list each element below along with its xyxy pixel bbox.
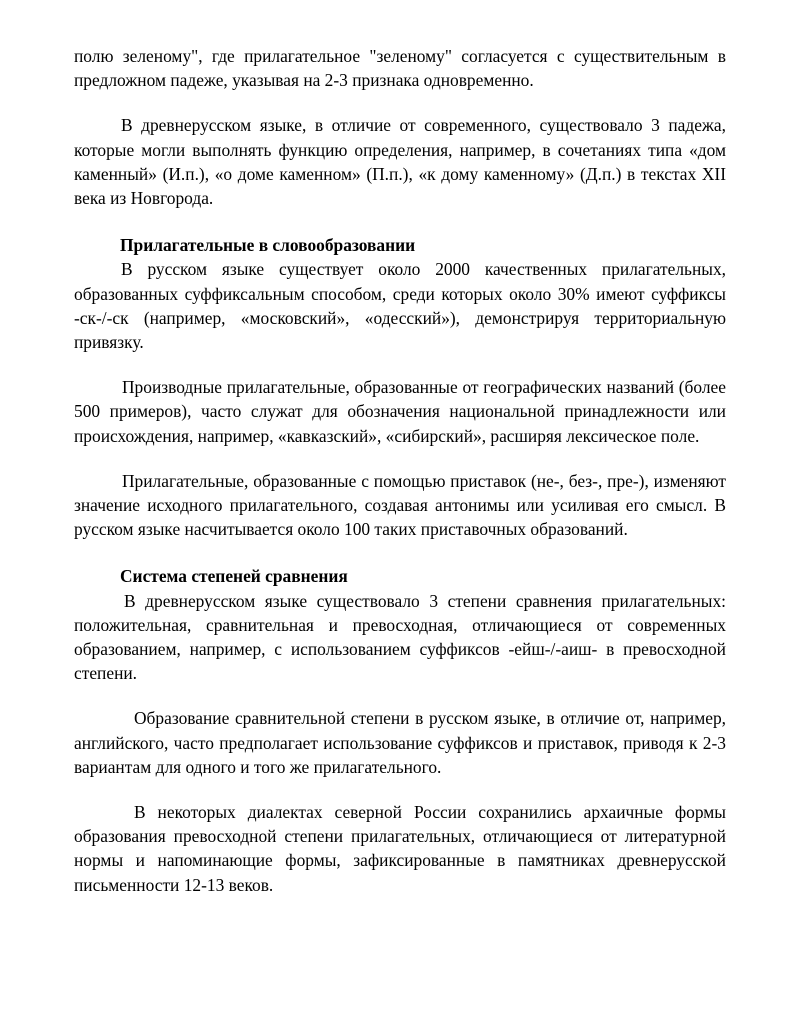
paragraph-3: В русском языке существует около 2000 качественных прилагательных, образованных суффиксальным способом, среди которых около 30% имеют суффиксы -ск-/-ск (например, «московский», «одесский»), демонстрируя территориальную привязку. <box>74 259 726 353</box>
paragraph-1: полю зеленому", где прилагательное "зеленому" согласуется с существительным в предложном падеже, указывая на 2-3 признака одновременно. <box>74 46 726 91</box>
document-page <box>74 44 726 897</box>
paragraph-7: Образование сравнительной степени в русском языке, в отличие от, например, английского, часто предполагает использование суффиксов и приставок, приводя к 2-3 вариантам для одного и того же прилагательного. <box>74 708 726 777</box>
paragraph-2: В древнерусском языке, в отличие от современного, существовало 3 падежа, которые могли выполнять функцию определения, например, в сочетаниях типа «дом каменный» (И.п.), «о доме каменном» (П.п.), «к дому каменному» (Д.п.) в текстах XII века из Новгорода. <box>74 115 726 209</box>
paragraph-4: Производные прилагательные, образованные от географических названий (более 500 примеров), часто служат для обозначения национальной принадлежности или происхождения, например, «кавказский», «сибирский», расширяя лексическое поле. <box>74 377 726 446</box>
paragraph-5: Прилагательные, образованные с помощью приставок (не-, без-, пре-), изменяют значение исходного прилагательного, создавая антонимы или усиливая его смысл. В русском языке насчитывается около 100 таких приставочных образований. <box>74 470 726 540</box>
section-heading-word-formation: Прилагательные в словообразовании <box>120 235 416 256</box>
paragraph-8: В некоторых диалектах северной России сохранились архаичные формы образования превосходной степени прилагательных, отличающиеся от литературной нормы и напоминающие формы, зафиксированные в памятниках древнерусской письменности 12-13 веков. <box>74 802 726 895</box>
section-heading-comparison: Система степеней сравнения <box>120 566 348 587</box>
paragraph-6: В древнерусском языке существовало 3 степени сравнения прилагательных: положительная, сравнительная и превосходная, отличающиеся от современных образованием, например, с использованием суффиксов -ейш-/-аиш- в превосходной степени. <box>74 590 726 684</box>
